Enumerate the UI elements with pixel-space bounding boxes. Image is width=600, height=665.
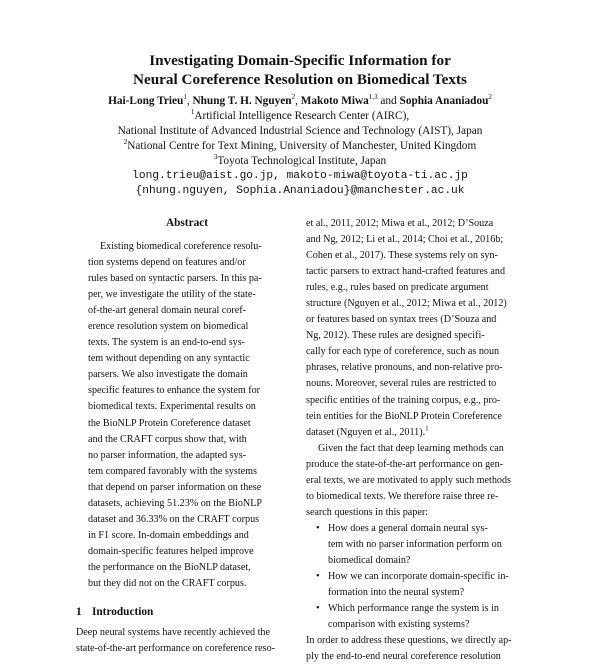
text-line: parsers. We also investigate the domain xyxy=(88,369,248,381)
text-line: Ng, 2012). These rules are designed specifi- xyxy=(306,330,485,342)
list-item xyxy=(306,601,530,633)
author-name: Sophia Ananiadou xyxy=(399,95,489,107)
email-line: {nhung.nguyen, Sophia.Ananiadou}@manchester.ac.uk xyxy=(135,185,465,197)
text-line: phrases, relative pronouns, and non-relative pro- xyxy=(306,362,503,374)
text-line: tein entities for the BioNLP Protein Coreference xyxy=(306,410,502,422)
text-line: structure (Nguyen et al., 2012; Miwa et al., 2012) xyxy=(306,298,507,310)
text-line: or features based on syntax trees (D’Souza and xyxy=(306,314,497,326)
bullet-icon: • xyxy=(316,603,320,615)
text-line: biomedical domain? xyxy=(328,554,411,566)
text-line: produce the state-of-the-art performance on gen- xyxy=(306,458,504,470)
affiliation-sup: 2 xyxy=(123,138,128,147)
text-line: dataset (Nguyen et al., 2011).$^1$ xyxy=(306,424,429,438)
author-name: Nhung T. H. Nguyen xyxy=(192,95,292,107)
abstract-heading: Abstract xyxy=(165,217,209,229)
text-line: the BioNLP Protein Coreference dataset xyxy=(88,417,251,429)
author-name: Hai-Long Trieu xyxy=(108,95,184,107)
affiliation xyxy=(40,154,560,169)
text-line: In order to address these questions, we directly ap- xyxy=(306,635,512,647)
affiliation-text: Artificial Intelligence Research Center (AIRC), xyxy=(194,110,410,122)
bullet-icon: • xyxy=(316,522,320,534)
text-line: and the CRAFT corpus show that, with xyxy=(88,433,247,445)
text-line: but they did not on the CRAFT corpus. xyxy=(88,577,247,589)
text-line: and Ng, 2012; Li et al., 2014; Choi et al., 2016b; xyxy=(306,234,504,246)
text-line: that depend on parser information on these xyxy=(88,481,262,493)
affiliation-text: Toyota Technological Institute, Japan xyxy=(217,155,387,167)
text-line: per, we investigate the utility of the state- xyxy=(88,289,256,301)
body-paragraph xyxy=(306,441,530,521)
text-line: Given the fact that deep learning methods can xyxy=(318,442,504,454)
text-line: in F1 score. In-domain embeddings and xyxy=(88,529,249,541)
text-line: tem with no parser information perform on xyxy=(328,538,502,550)
list-item xyxy=(306,569,530,601)
author-sup: 2 xyxy=(291,93,296,102)
text-line: no parser information, the adapted sys- xyxy=(88,449,247,461)
list-item xyxy=(306,521,530,569)
text-line: Which performance range the system is in xyxy=(328,603,499,615)
affiliation-text: National Centre for Text Mining, University of Manchester, United Kingdom xyxy=(127,140,477,152)
text-line: of-the-art general domain neural coref- xyxy=(88,305,246,317)
section-title: Introduction xyxy=(92,606,154,619)
affiliation xyxy=(40,124,560,139)
title-line-2: Neural Coreference Resolution on Biomedical Texts xyxy=(133,71,467,88)
author-sup: 2 xyxy=(488,93,492,102)
text-line: et al., 2011, 2012; Miwa et al., 2012; D’Souza xyxy=(306,218,494,229)
left-column xyxy=(76,216,298,657)
text-line: specific entities of the training corpus, e.g., pro- xyxy=(306,394,501,406)
text-line: ply the end-to-end neural coreference resolution xyxy=(306,651,501,663)
text-line: state-of-the-art performance on coreference reso- xyxy=(76,643,275,655)
text-line: Cohen et al., 2017). These systems rely on syn- xyxy=(306,250,498,262)
text-line: search questions in this paper: xyxy=(306,506,429,518)
affiliation-sup: 1 xyxy=(190,108,195,117)
text-line: datasets, achieving 51.23% on the BioNLP xyxy=(88,497,263,509)
author-sep: and xyxy=(377,95,400,107)
text-line: cally for each type of coreference, such as noun xyxy=(306,346,500,358)
text-line: formation into the neural system? xyxy=(328,587,465,599)
bullet-icon: • xyxy=(316,571,320,583)
author-sup: 1,3 xyxy=(368,93,378,102)
email-line: long.trieu@aist.go.jp, makoto-miwa@toyota-ti.ac.jp xyxy=(132,170,468,182)
author-sep: , xyxy=(295,95,301,107)
text-line: erence resolution system on biomedical xyxy=(88,321,249,333)
author-names xyxy=(40,94,560,109)
author-sep: , xyxy=(186,95,193,107)
text-line: Existing biomedical coreference resolu- xyxy=(100,241,262,252)
text-line: tion systems depend on features and/or xyxy=(88,257,246,269)
title-line-1: Investigating Domain-Specific Information for xyxy=(149,52,451,69)
body-paragraph xyxy=(306,216,530,441)
text-line: nouns. Moreover, several rules are restricted to xyxy=(306,378,497,390)
text-line: the performance on the BioNLP dataset, xyxy=(88,561,251,573)
section-number: 1 xyxy=(76,606,82,619)
text-line: dataset and 36.33% on the CRAFT corpus xyxy=(88,513,260,525)
body-paragraph xyxy=(306,633,530,665)
right-column xyxy=(306,216,530,665)
text-line: rules based on syntactic parsers. In this pa- xyxy=(88,273,262,285)
affiliation xyxy=(40,109,560,124)
paper-title xyxy=(60,51,540,89)
text-line: comparison with existing systems? xyxy=(328,619,470,631)
text-line: specific features to enhance the system for xyxy=(88,385,261,397)
footnote-mark: 1 xyxy=(425,424,429,433)
text-line: tem without depending on any syntactic xyxy=(88,353,250,365)
text-line: tem compared favorably with the systems xyxy=(88,465,257,477)
text-line: texts. The system is an end-to-end sys- xyxy=(88,337,246,349)
research-questions-list xyxy=(306,521,530,633)
text-line: tactic parsers to extract hand-crafted features and xyxy=(306,266,506,278)
section-heading xyxy=(76,605,298,619)
text-line: eral texts, we are motivated to apply such methods xyxy=(306,474,511,486)
author-sup: 1 xyxy=(183,93,187,102)
author-name: Makoto Miwa xyxy=(300,95,369,107)
text-line: How we can incorporate domain-specific in- xyxy=(328,571,509,583)
intro-paragraph xyxy=(76,625,298,657)
text-line: How does a general domain neural sys- xyxy=(328,522,488,534)
affiliation-sup: 3 xyxy=(213,153,218,162)
text-line: rules, e.g., rules based on predicate argument xyxy=(306,282,489,294)
text-line: Deep neural systems have recently achieved the xyxy=(76,627,270,639)
author-block xyxy=(40,94,560,199)
affiliation xyxy=(40,139,560,154)
affiliation-text: National Institute of Advanced Industrial Science and Technology (AIST), Japan xyxy=(117,125,483,137)
abstract-body xyxy=(76,239,298,592)
text-line: to biomedical texts. We therefore raise three re- xyxy=(306,490,499,502)
text-line: domain-specific features helped improve xyxy=(88,545,254,557)
text-line: biomedical texts. Experimental results on xyxy=(88,401,256,413)
